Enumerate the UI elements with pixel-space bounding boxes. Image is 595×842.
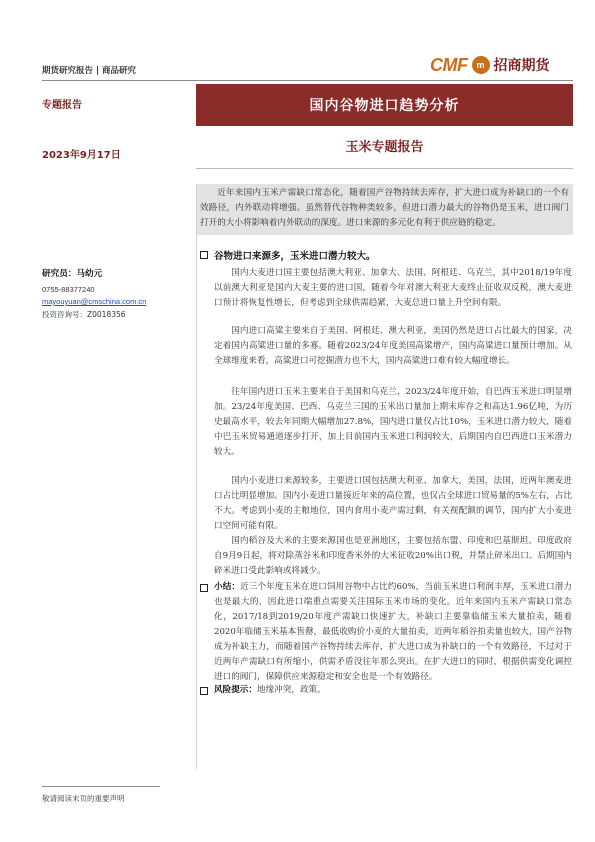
section-heading-text: 谷物进口来源多，玉米进口潜力较大。	[214, 251, 376, 262]
risk-content	[214, 683, 326, 698]
section-heading	[200, 248, 376, 262]
subtitle-divider	[196, 168, 573, 169]
checkbox-bullet-icon	[200, 251, 208, 259]
paragraph-sorghum: 国内进口高粱主要来自于美国、阿根廷、澳大利亚，美国仍然是进口占比最大的国家，决定着国内高粱进口量的多寡。随着2023/24年度美国高粱增产，国内高粱进口量预计增加。从全球维度来看，高粱进口可挖掘潜力也不大，国内高粱进口难有较大幅度增长。	[214, 326, 572, 366]
paragraph-corn: 往年国内进口玉米主要来自于美国和乌克兰，2023/24年度开始，自巴西玉米进口明显增加。23/24年度美国、巴西、乌克兰三国的玉米出口量加上期末库存之和高达1.96亿吨，为历史最高水平，较去年同期大幅增加27.8%，国内进口量仅占比10%，玉米进口潜力较大，随着中巴玉米贸易通道逐步打开，加上目前国内玉米进口利润较大，后期国内自巴西进口玉米潜力较大。	[214, 387, 572, 457]
column-divider	[196, 184, 197, 769]
footer-disclaimer: 敬请阅读末页的重要声明	[42, 794, 125, 803]
header-breadcrumb: 期货研究报告 | 商品研究	[42, 66, 137, 76]
summary-text: 近三个年度玉米在进口饲用谷物中占比约60%，当前玉米进口利润丰厚，玉米进口潜力也是最大的，因此进口端重点需要关注国际玉米市场的变化。近年来国内玉米产需缺口常态化，2017/18到2019/20年度产需缺口快速扩大，补缺口主要靠临储玉米大量拍卖，随着2020年临储玉米基本售罄，最低收购价小麦的大量拍卖，近两年稻谷拍卖量也较大，国产谷物成为补缺主力，而随着国产谷物持续去库存，扩大进口成为补缺口的一个有效路径，不过对于近两年产需缺口有所缩小，供需矛盾没往年那么突出。在扩大进口的同时，根据供需变化调控进口的阀门，保障供应来源稳定和安全也是一个有效路径。	[214, 582, 572, 682]
abstract-box	[196, 184, 573, 235]
title-banner: 国内谷物进口趋势分析	[196, 84, 573, 126]
paragraph-barley: 国内大麦进口国主要包括澳大利亚、加拿大、法国、阿根廷、乌克兰，其中2018/19年度以前澳大利亚是国内大麦主要的进口国，随着今年对澳大利亚大麦终止征收双反税，澳大麦进口预计将恢复性增长，但考虑到全球供需趋紧，大麦总进口量上升空间有限。	[214, 268, 572, 308]
abstract-text: 近年来国内玉米产需缺口常态化，随着国产谷物持续去库存，扩大进口成为补缺口的一个有效路径，内外联动将增强。虽然替代谷物种类较多，但进口潜力最大的谷物仍是玉米，进口阀门打开的大小将影响着内外联动的深度。进口来源的多元化有利于供应链的稳定。	[200, 188, 569, 228]
footer-divider	[42, 786, 160, 787]
paragraph-wheat: 国内小麦进口来源较多，主要进口国包括澳大利亚、加拿大，美国，法国，近两年澳麦进口占比明显增加。国内小麦进口量接近年来的高位置，也仅占全球进口贸易量的5%左右，占比不大。考虑到小麦的主粮地位，国内食用小麦产需过剩，有关视配额的调节，国内扩大小麦进口空间可能有限。	[214, 476, 572, 531]
analyst-certificate: 投资咨询号：Z0018356	[42, 310, 126, 319]
logo-latin: CMF	[430, 54, 468, 75]
analyst-email-link[interactable]: mayouyuan@cmschina.com.cn	[42, 297, 147, 306]
report-date: 2023年9月17日	[42, 150, 121, 161]
risk-label: 风险提示：	[214, 685, 257, 695]
company-logo	[430, 52, 570, 78]
risk-block	[200, 683, 572, 698]
header-divider	[42, 80, 573, 81]
checkbox-bullet-icon	[200, 584, 208, 592]
analyst-phone: 0755-88377240	[42, 285, 95, 294]
logo-chinese: 招商期货	[493, 58, 550, 74]
risk-text: 地缘冲突，政策。	[256, 685, 326, 695]
logo-badge-icon: m	[472, 56, 490, 74]
checkbox-bullet-icon	[200, 687, 208, 695]
summary-content	[214, 580, 572, 685]
summary-label: 小结：	[214, 582, 241, 592]
report-type-label: 专题报告	[42, 100, 82, 111]
analyst-name: 研究员：马幼元	[42, 269, 103, 279]
report-subtitle: 玉米专题报告	[345, 140, 424, 155]
summary-block	[200, 580, 572, 685]
paragraph-rice: 国内稻谷及大米的主要来源国也是亚洲地区，主要包括东盟、印度和巴基斯坦。印度政府自9月9日起，将对除蒸谷米和印度香米外的大米征收20%出口税，并禁止碎米出口。后期国内碎米进口受此影响或将减少。	[214, 536, 572, 576]
